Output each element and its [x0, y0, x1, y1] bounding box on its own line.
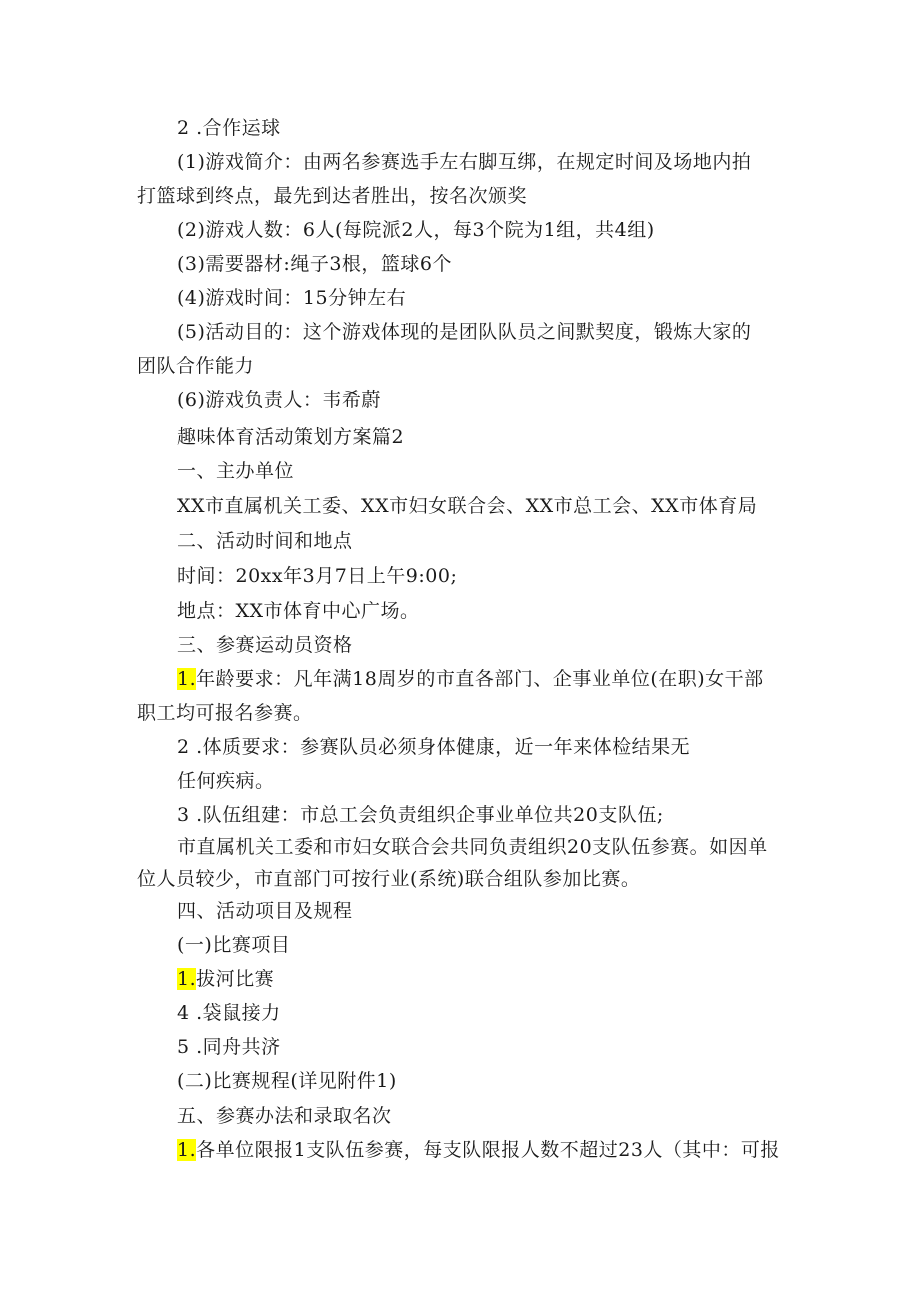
line-text: 拔河比赛 [196, 968, 275, 990]
section-heading [0, 1099, 920, 1133]
line-text: 地点：XX市体育中心广场。 [177, 600, 420, 622]
text-line [0, 730, 920, 764]
line-text: 2 .合作运球 [177, 117, 281, 139]
text-line [0, 383, 920, 417]
text-line [0, 315, 920, 349]
section-heading [0, 420, 920, 454]
line-text: (4)游戏时间：15分钟左右 [177, 287, 407, 309]
line-text: (1)游戏简介：由两名参赛选手左右脚互绑，在规定时间及场地内拍 [177, 151, 752, 173]
text-line [0, 349, 920, 383]
section-heading [0, 894, 920, 928]
line-text: 3 .队伍组建：市总工会负责组织企事业单位共20支队伍; [177, 804, 664, 826]
section-heading [0, 524, 920, 558]
line-text: (5)活动目的：这个游戏体现的是团队队员之间默契度，锻炼大家的 [177, 321, 752, 343]
line-text: (二)比赛规程(详见附件1) [177, 1070, 397, 1092]
line-text: 时间：20xx年3月7日上午9:00; [177, 565, 458, 587]
text-line [0, 996, 920, 1030]
text-line [0, 662, 920, 696]
line-text: (2)游戏人数：6人(每院派2人，每3个院为1组，共4组) [177, 219, 655, 241]
line-text: 5 .同舟共济 [177, 1036, 281, 1058]
line-text: 四、活动项目及规程 [177, 900, 353, 922]
line-text: (6)游戏负责人：韦希蔚 [177, 389, 381, 411]
text-line [0, 213, 920, 247]
text-line [0, 179, 920, 213]
line-text: 三、参赛运动员资格 [177, 634, 353, 656]
line-text: (一)比赛项目 [177, 934, 291, 956]
section-heading [0, 454, 920, 488]
section-heading [0, 1064, 920, 1098]
line-text: 年龄要求：凡年满18周岁的市直各部门、企事业单位(在职)女干部 [196, 668, 764, 690]
text-line [0, 145, 920, 179]
line-text: 五、参赛办法和录取名次 [177, 1105, 392, 1127]
text-line [0, 830, 920, 864]
line-text: 趣味体育活动策划方案篇2 [177, 426, 405, 448]
text-line [0, 1133, 920, 1167]
text-line [0, 111, 920, 145]
text-line [0, 281, 920, 315]
line-text: 一、主办单位 [177, 460, 295, 482]
text-line [0, 962, 920, 996]
highlighted-marker: 1. [177, 668, 197, 690]
line-text: 任何疾病。 [177, 770, 275, 792]
text-line [0, 696, 920, 730]
line-text: 二、活动时间和地点 [177, 530, 353, 552]
highlighted-marker: 1. [177, 968, 197, 990]
line-text: 2 .体质要求：参赛队员必须身体健康，近一年来体检结果无 [177, 736, 691, 758]
section-heading [0, 928, 920, 962]
text-line [0, 594, 920, 628]
text-line [0, 489, 920, 523]
section-heading [0, 628, 920, 662]
line-text: 市直属机关工委和市妇女联合会共同负责组织20支队伍参赛。如因单 [177, 836, 768, 858]
highlighted-marker: 1. [177, 1139, 197, 1161]
text-line [0, 247, 920, 281]
line-text: 打篮球到终点，最先到达者胜出，按名次颁奖 [137, 185, 528, 207]
line-text: 位人员较少，市直部门可按行业(系统)联合组队参加比赛。 [137, 868, 641, 890]
line-text: XX市直属机关工委、XX市妇女联合会、XX市总工会、XX市体育局 [177, 495, 758, 517]
line-text: 4 .袋鼠接力 [177, 1002, 281, 1024]
text-line [0, 764, 920, 798]
line-text: 职工均可报名参赛。 [137, 702, 313, 724]
line-text: 各单位限报1支队伍参赛，每支队限报人数不超过23人（其中：可报 [196, 1139, 780, 1161]
text-line [0, 798, 920, 832]
line-text: 团队合作能力 [137, 355, 255, 377]
text-line [0, 1030, 920, 1064]
text-line [0, 862, 920, 896]
text-line [0, 559, 920, 593]
line-text: (3)需要器材:绳子3根，篮球6个 [177, 253, 452, 275]
